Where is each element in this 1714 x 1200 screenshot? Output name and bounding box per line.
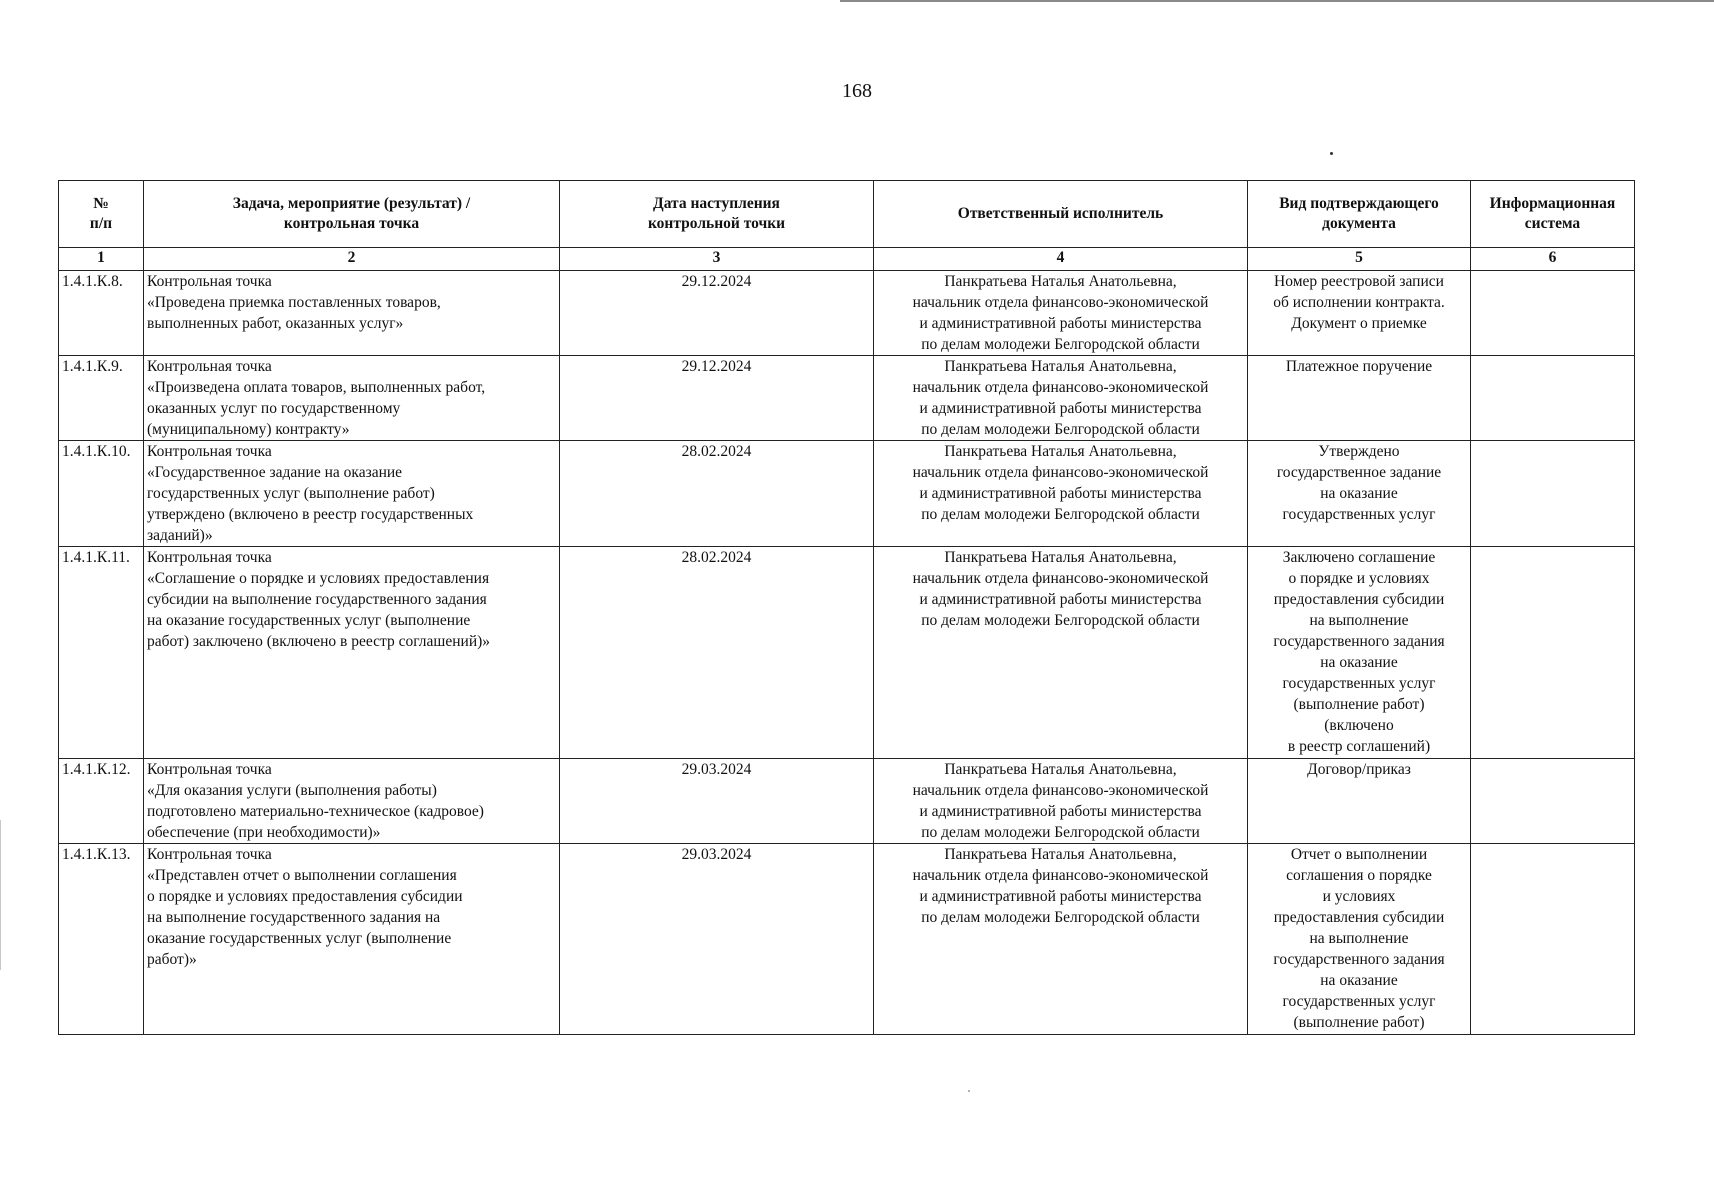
row-responsible: Панкратьева Наталья Анатольевна, начальник отдела финансово-экономической и административной работы министерства по делам молодежи Белгородской области xyxy=(874,441,1248,547)
header-number: № п/п xyxy=(59,181,144,248)
row-document: Заключено соглашение о порядке и условиях предоставления субсидии на выполнение государственного задания на оказание государственных услуг (выполнение работ) (включено в реестр соглашений) xyxy=(1248,547,1471,759)
row-number: 1.4.1.К.9. xyxy=(59,356,144,441)
row-document: Утверждено государственное задание на оказание государственных услуг xyxy=(1248,441,1471,547)
scan-speck xyxy=(968,1090,970,1092)
row-responsible: Панкратьева Наталья Анатольевна, начальник отдела финансово-экономической и административной работы министерства по делам молодежи Белгородской области xyxy=(874,547,1248,759)
column-index: 5 xyxy=(1248,248,1471,271)
row-task: Контрольная точка «Государственное задание на оказание государственных услуг (выполнение работ) утверждено (включено в реестр государственных заданий)» xyxy=(144,441,560,547)
table-header-row xyxy=(59,181,1635,248)
row-responsible: Панкратьева Наталья Анатольевна, начальник отдела финансово-экономической и административной работы министерства по делам молодежи Белгородской области xyxy=(874,356,1248,441)
table-row xyxy=(59,844,1635,1035)
header-task: Задача, мероприятие (результат) / контрольная точка xyxy=(144,181,560,248)
header-document: Вид подтверждающего документа xyxy=(1248,181,1471,248)
row-system xyxy=(1471,547,1635,759)
row-system xyxy=(1471,844,1635,1035)
table-row xyxy=(59,759,1635,844)
row-date: 29.12.2024 xyxy=(560,356,874,441)
row-date: 29.03.2024 xyxy=(560,759,874,844)
table-row xyxy=(59,547,1635,759)
table-row xyxy=(59,356,1635,441)
row-task: Контрольная точка «Соглашение о порядке и условиях предоставления субсидии на выполнение государственного задания на оказание государственных услуг (выполнение работ) заключено (включено в реестр соглашений)» xyxy=(144,547,560,759)
row-task: Контрольная точка «Для оказания услуги (выполнения работы) подготовлено материально-техническое (кадровое) обеспечение (при необходимости)» xyxy=(144,759,560,844)
row-system xyxy=(1471,356,1635,441)
control-points-table xyxy=(58,180,1635,1035)
row-system xyxy=(1471,759,1635,844)
row-system xyxy=(1471,441,1635,547)
row-document: Договор/приказ xyxy=(1248,759,1471,844)
row-document: Отчет о выполнении соглашения о порядке и условиях предоставления субсидии на выполнение государственного задания на оказание государственных услуг (выполнение работ) xyxy=(1248,844,1471,1035)
row-date: 29.03.2024 xyxy=(560,844,874,1035)
row-number: 1.4.1.К.8. xyxy=(59,271,144,356)
row-task: Контрольная точка «Произведена оплата товаров, выполненных работ, оказанных услуг по государственному (муниципальному) контракту» xyxy=(144,356,560,441)
row-number: 1.4.1.К.13. xyxy=(59,844,144,1035)
column-index: 1 xyxy=(59,248,144,271)
scan-speck xyxy=(1330,152,1333,155)
table-row xyxy=(59,271,1635,356)
column-index: 4 xyxy=(874,248,1248,271)
row-number: 1.4.1.К.10. xyxy=(59,441,144,547)
scan-edge-line xyxy=(840,0,1714,2)
row-responsible: Панкратьева Наталья Анатольевна, начальник отдела финансово-экономической и административной работы министерства по делам молодежи Белгородской области xyxy=(874,844,1248,1035)
scan-edge-line-left xyxy=(0,820,1,970)
header-system: Информационная система xyxy=(1471,181,1635,248)
page-number: 168 xyxy=(842,80,872,102)
row-date: 29.12.2024 xyxy=(560,271,874,356)
row-responsible: Панкратьева Наталья Анатольевна, начальник отдела финансово-экономической и административной работы министерства по делам молодежи Белгородской области xyxy=(874,271,1248,356)
row-document: Номер реестровой записи об исполнении контракта. Документ о приемке xyxy=(1248,271,1471,356)
column-index: 3 xyxy=(560,248,874,271)
column-index: 6 xyxy=(1471,248,1635,271)
row-task: Контрольная точка «Проведена приемка поставленных товаров, выполненных работ, оказанных услуг» xyxy=(144,271,560,356)
header-date: Дата наступления контрольной точки xyxy=(560,181,874,248)
row-responsible: Панкратьева Наталья Анатольевна, начальник отдела финансово-экономической и административной работы министерства по делам молодежи Белгородской области xyxy=(874,759,1248,844)
row-date: 28.02.2024 xyxy=(560,547,874,759)
row-system xyxy=(1471,271,1635,356)
table-row xyxy=(59,441,1635,547)
row-number: 1.4.1.К.12. xyxy=(59,759,144,844)
column-index-row xyxy=(59,248,1635,271)
row-task: Контрольная точка «Представлен отчет о выполнении соглашения о порядке и условиях предоставления субсидии на выполнение государственного задания на оказание государственных услуг (выполнение работ)» xyxy=(144,844,560,1035)
column-index: 2 xyxy=(144,248,560,271)
row-number: 1.4.1.К.11. xyxy=(59,547,144,759)
header-responsible: Ответственный исполнитель xyxy=(874,181,1248,248)
row-date: 28.02.2024 xyxy=(560,441,874,547)
row-document: Платежное поручение xyxy=(1248,356,1471,441)
